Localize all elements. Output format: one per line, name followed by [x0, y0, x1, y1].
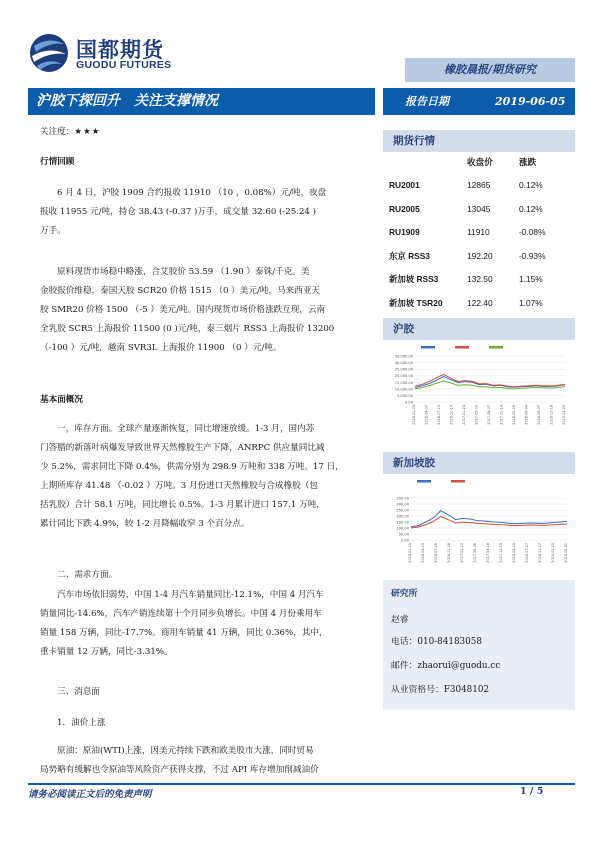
contract-name: RU2005 [389, 203, 420, 214]
table-header-change: 涨跌 [519, 157, 537, 168]
x-tick-label: 2018-04-16 [512, 543, 516, 563]
x-tick-label: 2017-09-18 [486, 543, 490, 563]
report-date-bar [383, 88, 575, 115]
y-tick-label: 20,000.00 [394, 374, 413, 379]
sgx-chart-heading: 新加坡胶 [383, 452, 575, 474]
x-tick-label: 2018-06-04 [524, 405, 529, 425]
x-tick-label: 2017-05-03 [474, 405, 479, 425]
text-line: 6 月 4 日，沪胶 1909 合约报收 11910 （10 ，0.08%）元/吨，夜盘 [57, 188, 327, 198]
text-line: 胶 SMR20 价格 1500 （-5 ）美元/吨。国内现货市场价格涨跌互现，云南 [40, 305, 326, 315]
contract-name: 东京 RSS3 [389, 250, 430, 261]
price-change: 1.07% [519, 297, 543, 308]
quotes-section-heading: 期货行情 [383, 130, 575, 152]
analyst-email: 邮件：zhaorui@guodu.cc [391, 661, 501, 671]
text-line: 销量同比-14.6%，汽车产销连续第十个月同步负增长。中国 4 月份乘用车 [40, 609, 322, 619]
review-paragraph-2 [40, 263, 360, 358]
text-line: 万手。 [40, 226, 66, 236]
company-logo [28, 30, 178, 78]
y-tick-label: 15,000.00 [394, 380, 413, 385]
contract-name: RU1909 [389, 227, 420, 238]
table-header-blank [389, 150, 467, 174]
sgx-chart-container [383, 476, 575, 572]
contract-name: RU2001 [389, 180, 420, 191]
disclaimer-note: 请务必阅读正文后的免责声明 [28, 789, 152, 800]
x-tick-label: 2017-12-29 [499, 543, 503, 563]
legend-swatch [421, 346, 435, 349]
attention-stars: ★★★ [74, 127, 101, 137]
x-tick-label: 2018-02-26 [512, 405, 516, 425]
x-tick-label: 2016-10-19 [449, 405, 454, 425]
contract-name: 新加坡 TSR20 [389, 297, 443, 308]
close-price: 122.40 [467, 297, 493, 308]
price-change: -0.93% [519, 250, 546, 261]
text-line: 金胶报价维稳，泰国天胶 SCR20 价格 1515 （0 ）美元/吨，马来西亚天 [40, 286, 321, 296]
demand-heading [40, 566, 360, 585]
text-line: 销量 158 万辆，同比-17.7%。商用车销量 41 万辆，同比 0.36%，其中， [40, 628, 328, 638]
x-tick-label: 2017-08-07 [487, 405, 491, 425]
y-tick-label: 100.00 [396, 526, 409, 531]
fundamentals-heading [40, 391, 360, 410]
review-paragraph-1 [40, 184, 360, 241]
y-tick-label: 30,000.00 [394, 361, 413, 366]
legend-swatch [451, 480, 465, 483]
attention-label: 关注度： [40, 127, 75, 137]
report-date-value: 2019-06-05 [495, 95, 566, 108]
subsection-heading: 二、需求方面。 [57, 570, 118, 580]
report-date-label: 报告日期 [405, 95, 449, 108]
table-row [389, 244, 575, 268]
footer-divider [28, 783, 575, 785]
table-row [389, 174, 575, 198]
x-tick-label: 2016-01-05 [408, 543, 412, 563]
series-line [411, 517, 567, 528]
x-tick-label: 2018-07-27 [525, 543, 529, 563]
x-tick-label: 2017-01-24 [462, 405, 466, 425]
table-row [389, 197, 575, 221]
x-tick-label: 2018-09-07 [537, 405, 541, 425]
y-tick-label: 50.00 [398, 532, 409, 537]
x-tick-label: 2019-05-31 [564, 543, 568, 563]
x-tick-label: 2016-04-15 [421, 543, 425, 563]
text-line: 上期所库存 41.48 （-0.02 ）万吨。3 月份进口天然橡胶与合成橡胶（包 [40, 481, 318, 491]
logo-text-cn: 国都期货 [76, 38, 164, 62]
sgx-price-chart [383, 476, 575, 572]
text-line: 汽车市场依旧弱势，中国 1-4 月汽车销量同比-12.1%，中国 4 月汽车 [57, 590, 324, 600]
report-type-banner: 橡胶晨报/期货研究 [405, 58, 575, 82]
close-price: 12865 [467, 180, 491, 191]
price-change: 0.12% [519, 203, 543, 214]
table-row [389, 221, 575, 245]
section-heading: 行情回顾 [40, 157, 75, 167]
table-row [389, 268, 575, 292]
y-tick-label: 200.00 [396, 514, 409, 519]
text-line: 一，库存方面。全球产量逐渐恢复，同比增速放缓。1-3 月，国内苏 [57, 424, 315, 434]
y-tick-label: 35,000.00 [394, 354, 413, 359]
x-tick-label: 2016-07-28 [434, 543, 438, 563]
x-tick-label: 2017-02-20 [460, 543, 464, 563]
research-heading: 研究所 [391, 589, 418, 599]
text-line: 全乳胶 SCR5 上海报价 11500 (0 )元/吨，泰三烟片 RSS3 上海报价 13200 [40, 324, 335, 334]
text-line: 报收 11955 元/吨，持仓 38.43 (-0.37 )万手，成交量 32.60 (-25.24 ) [40, 207, 316, 217]
text-line: 重卡销量 12 万辆，同比-3.31%。 [40, 647, 173, 657]
y-tick-label: 250.00 [396, 508, 409, 513]
table-header-price: 收盘价 [467, 157, 493, 168]
review-heading [40, 153, 360, 172]
price-change: 1.15% [519, 274, 543, 285]
y-tick-label: 350.00 [396, 496, 409, 501]
text-line: （-100 ）元/吨，越南 SVR3L 上海报价 11900 （0 ）元/吨。 [40, 343, 282, 353]
close-price: 13045 [467, 203, 491, 214]
x-tick-label: 2019-03-25 [562, 405, 566, 425]
y-tick-label: 10,000.00 [394, 387, 413, 392]
demand-paragraph [40, 586, 360, 662]
news-subheading [40, 714, 360, 733]
x-tick-label: 2016-11-08 [447, 543, 451, 563]
report-title: 沪胶下探回升 关注支撑情况 [28, 88, 375, 115]
x-tick-label: 2018-11-07 [538, 543, 542, 563]
y-tick-label: 150.00 [396, 520, 409, 525]
shfe-chart-heading: 沪胶 [383, 318, 575, 340]
text-line: 括乳胶）合计 58.1 万吨，同比增长 0.5%。1-3 月累计进口 157.1 万吨， [40, 500, 325, 510]
logo-text-en: GUODU FUTURES [76, 59, 172, 71]
supply-paragraph [40, 420, 360, 534]
page-number: 1 / 5 [520, 786, 544, 797]
y-tick-label: 25,000.00 [394, 367, 413, 372]
news-paragraph [40, 742, 360, 780]
series-line [415, 374, 565, 386]
table-row [389, 291, 575, 315]
globe-logo-icon [28, 30, 70, 76]
price-change: 0.12% [519, 180, 543, 191]
text-line: 原油：原油(WTI)上涨，因美元持续下跌和欧美股市大涨，同时贸易 [57, 746, 314, 756]
text-line: 局势略有缓解也令原油等风险资产获得支撑，不过 API 库存增加削减油价 [40, 765, 319, 775]
quotes-table [389, 150, 575, 315]
section-heading: 基本面概况 [40, 395, 83, 405]
legend-swatch [417, 480, 431, 483]
price-change: -0.08% [519, 227, 546, 238]
attention-rating [40, 123, 360, 142]
news-heading [40, 683, 360, 702]
text-line: 少 5.2%，需求同比下降 0.4%，供需分别为 298.9 万吨和 338 万吨。17 日， [40, 462, 344, 472]
y-tick-label: 0.00 [404, 400, 413, 405]
text-line: 门答腊的新落叶病爆发导致世界天然橡胶生产下降，ANRPC 供应量同比减 [40, 443, 325, 453]
analyst-name: 赵睿 [391, 615, 409, 625]
table-header-row [389, 150, 575, 174]
legend-swatch [489, 346, 503, 349]
research-contact-box [383, 580, 575, 710]
x-tick-label: 2017-06-06 [473, 543, 477, 563]
x-tick-label: 2016-01-04 [412, 405, 416, 425]
x-tick-label: 2016-04-07 [424, 405, 429, 425]
shfe-price-chart [383, 342, 575, 444]
analyst-phone: 电话：010-84183058 [391, 637, 482, 647]
y-tick-label: 0.00 [400, 538, 409, 543]
close-price: 192.20 [467, 250, 493, 261]
legend-swatch [455, 346, 469, 349]
text-line: 原料现货市场稳中略涨，合艾胶价 53.59 （1.90 ）泰铢/千克。美 [57, 267, 310, 277]
analyst-license: 从业资格号：F3048102 [391, 685, 490, 695]
shfe-chart-container [383, 342, 575, 444]
subsection-heading: 1．油价上涨 [57, 718, 106, 728]
x-tick-label: 2018-12-18 [549, 405, 554, 425]
x-tick-label: 2016-07-13 [437, 405, 441, 425]
subsection-heading: 三、消息面 [57, 687, 100, 697]
y-tick-label: 5,000.00 [396, 393, 413, 398]
contract-name: 新加坡 RSS3 [389, 274, 439, 285]
x-tick-label: 2017-11-14 [499, 405, 504, 425]
y-tick-label: 300.00 [396, 502, 409, 507]
close-price: 132.50 [467, 274, 493, 285]
x-tick-label: 2019-02-20 [551, 543, 555, 563]
text-line: 累计同比下跌 4.9%，较 1-2 月降幅收窄 3 个百分点。 [40, 519, 250, 529]
close-price: 11910 [467, 227, 490, 238]
